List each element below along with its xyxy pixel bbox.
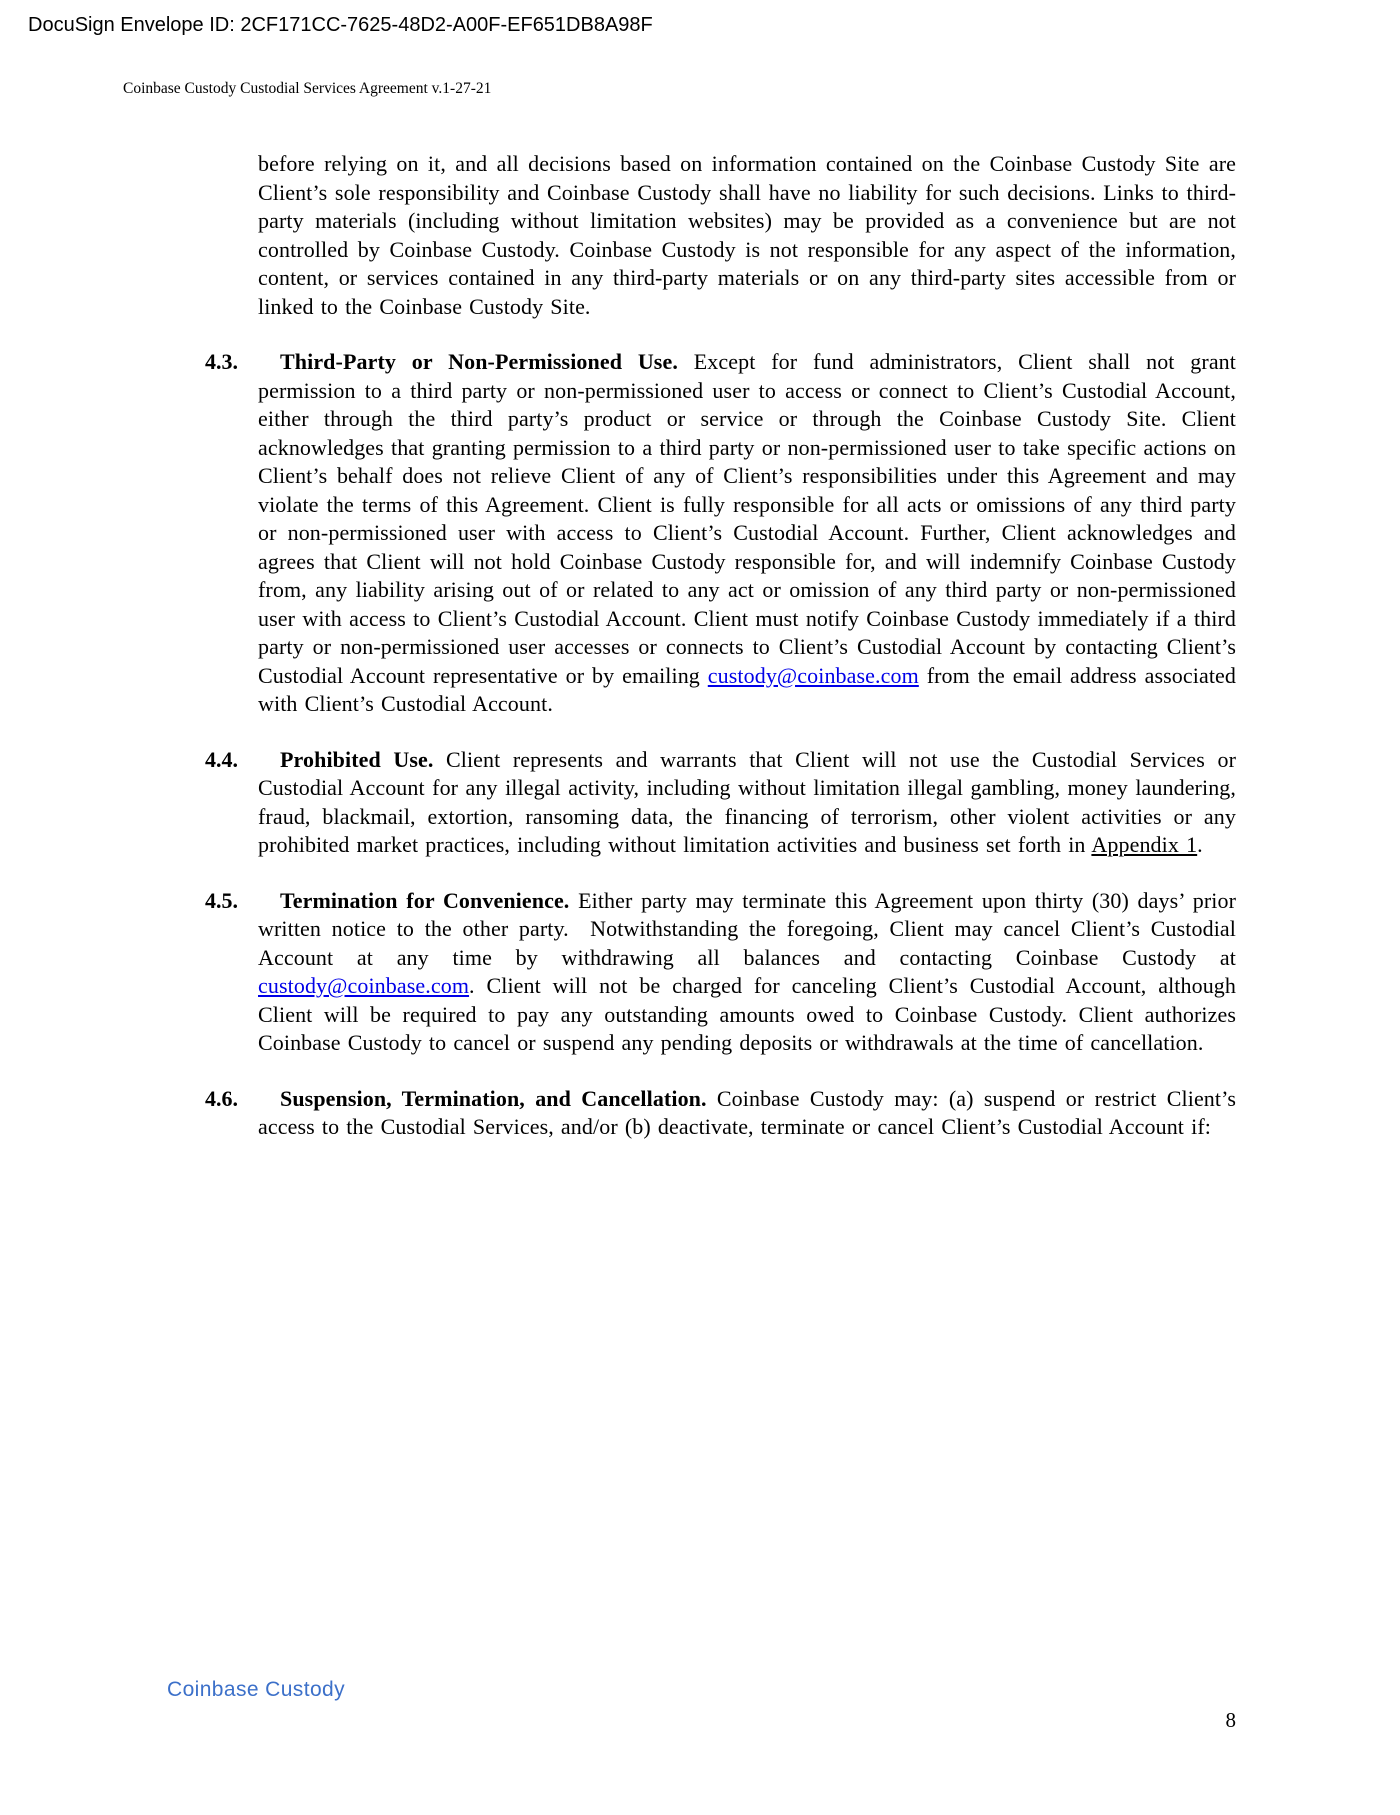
section-text: from the email address associated with Client’s Custodial Account. xyxy=(258,662,1236,716)
section-heading: Third-Party or Non-Permissioned Use. xyxy=(280,349,678,374)
section-4-5 xyxy=(205,887,1236,1058)
section-text: Either party may terminate this Agreement upon thirty (30) days’ prior written notice to the other party. Notwithstanding the foregoing, Client may cancel Client’s Custodial Account at any time by withdrawing all balances and contacting Coinbase Custody at xyxy=(258,887,1236,970)
appendix-reference: Appendix 1 xyxy=(1091,832,1198,857)
email-link[interactable]: custody@coinbase.com xyxy=(707,662,919,688)
footer-brand-wordmark: Coinbase Custody xyxy=(167,1678,345,1701)
section-text: Except for fund administrators, Client shall not grant permission to a third party or non-permissioned user to access or connect to Client’s Custodial Account, either through the third party’s product or service or through the Coinbase Custody Site. Client acknowledges that granting permission to a third party or non-permissioned user to take specific actions on Client’s behalf does not relieve Client of any of Client’s responsibilities under this Agreement and may violate the terms of this Agreement. Client is fully responsible for all acts or omissions of any third party or non-permissioned user with access to Client’s Custodial Account. Further, Client acknowledges and agrees that Client will not hold Coinbase Custody responsible for, and will indemnify Coinbase Custody from, any liability arising out of or related to any act or omission of any third party or non-permissioned user with access to Client’s Custodial Account. Client must notify Coinbase Custody immediately if a third party or non-permissioned user accesses or connects to Client’s Custodial Account by contacting Client’s Custodial Account representative or by emailing xyxy=(258,349,1236,688)
section-number: 4.3. xyxy=(205,349,238,374)
section-number: 4.4. xyxy=(205,746,238,772)
paragraph-text: before relying on it, and all decisions based on information contained on the Coinbase Custody Site are Client’s sole responsibility and Coinbase Custody shall have no liability for such decisions. Links to third-party materials (including without limitation websites) may be provided as a convenience but are not controlled by Coinbase Custody. Coinbase Custody is not responsible for any aspect of the information, content, or services contained in any third-party materials or on any third-party sites accessible from or linked to the Coinbase Custody Site. xyxy=(258,151,1236,319)
section-heading: Suspension, Termination, and Cancellation. xyxy=(280,1085,707,1111)
document-title: Coinbase Custody Custodial Services Agreement v.1-27-21 xyxy=(123,80,492,97)
section-text: Coinbase Custody may: (a) suspend or restrict Client’s access to the Custodial Services, and/or (b) deactivate, terminate or cancel Client’s Custodial Account if: xyxy=(258,1085,1236,1139)
section-paragraph xyxy=(258,1085,1236,1142)
paragraph-continuation xyxy=(258,150,1236,321)
section-4-3 xyxy=(205,348,1236,719)
section-paragraph xyxy=(258,348,1236,719)
section-text: Client represents and warrants that Client will not use the Custodial Services or Custodial Account for any illegal activity, including without limitation illegal gambling, money laundering, fraud, blackmail, extortion, ransoming data, the financing of terrorism, other violent activities or any prohibited market practices, including without limitation activities and business set forth in xyxy=(258,746,1236,857)
section-4-6 xyxy=(205,1085,1236,1142)
section-4-4 xyxy=(205,746,1236,860)
section-number: 4.5. xyxy=(205,887,238,913)
section-text: . Client will not be charged for canceling Client’s Custodial Account, although Client will be required to pay any outstanding amounts owed to Coinbase Custody. Client authorizes Coinbase Custody to cancel or suspend any pending deposits or withdrawals at the time of cancellation. xyxy=(258,973,1236,1055)
page-number: 8 xyxy=(1225,1708,1236,1732)
section-paragraph xyxy=(258,887,1236,1058)
section-heading: Prohibited Use. xyxy=(280,746,434,772)
docusign-envelope-id: DocuSign Envelope ID: 2CF171CC-7625-48D2-A00F-EF651DB8A98F xyxy=(28,14,653,36)
section-number: 4.6. xyxy=(205,1085,238,1111)
document-body xyxy=(205,150,1236,1169)
email-link[interactable]: custody@coinbase.com xyxy=(258,973,470,998)
section-text: . xyxy=(1197,832,1203,857)
section-paragraph xyxy=(258,746,1236,860)
section-heading: Termination for Convenience. xyxy=(280,887,570,913)
